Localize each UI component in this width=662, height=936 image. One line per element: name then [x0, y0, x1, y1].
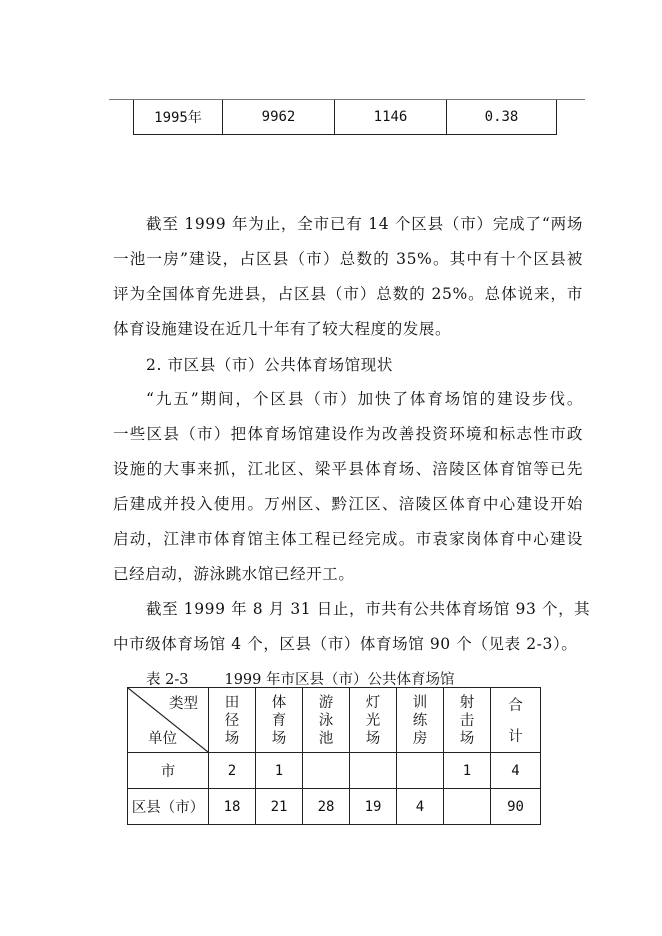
paragraph-line: 评为全国体育先进县，占区县（市）总数的 25%。总体说来，市: [113, 285, 583, 303]
summary-table-fragment: [133, 100, 557, 135]
column-header: 训练房: [397, 688, 444, 753]
table-cell: 1: [256, 753, 303, 789]
facilities-table: [127, 687, 541, 825]
table-cell: 2: [209, 753, 256, 789]
table-cell: 1: [444, 753, 491, 789]
paragraph-line: “九五”期间，个区县（市）加快了体育场馆的建设步伐。: [146, 390, 583, 408]
paragraph-line: 中市级体育场馆 4 个，区县（市）体育场馆 90 个（见表 2-3）。: [113, 635, 578, 653]
paragraph-line: 一池一房”建设，占区县（市）总数的 35%。其中有十个区县被: [113, 250, 583, 268]
column-header: 射击场: [444, 688, 491, 753]
paragraph-line: 已经启动，游泳跳水馆已经开工。: [113, 565, 355, 583]
table-cell: 19: [350, 789, 397, 825]
table-number: 表 2-3: [146, 672, 189, 688]
table-cell: 9962: [223, 100, 335, 135]
column-header-total: 合 计: [491, 688, 541, 753]
table-cell: [444, 789, 491, 825]
table-cell: 0.38: [447, 100, 557, 135]
table-row: [128, 789, 541, 825]
row-label: 区县（市）: [128, 789, 209, 825]
table-title: 1999 年市区县（市）公共体育场馆: [224, 672, 455, 688]
column-header: 田径场: [209, 688, 256, 753]
paragraph-line: 后建成并投入使用。万州区、黔江区、涪陵区体育中心建设开始: [113, 495, 583, 513]
table-cell: 28: [303, 789, 350, 825]
paragraph-line: 一些区县（市）把体育场馆建设作为改善投资环境和标志性市政: [113, 425, 583, 443]
section-heading: 2. 市区县（市）公共体育场馆现状: [146, 356, 393, 374]
table-header-row: [128, 688, 541, 753]
corner-top-label: 类型: [169, 696, 198, 712]
table-cell-total: 4: [491, 753, 541, 789]
row-label: 市: [128, 753, 209, 789]
table-cell: 1146: [335, 100, 447, 135]
table-cell: 21: [256, 789, 303, 825]
table-cell: 4: [397, 789, 444, 825]
table-cell: [303, 753, 350, 789]
table-row: [128, 753, 541, 789]
table-cell: [397, 753, 444, 789]
table-caption: [146, 668, 454, 689]
table-cell: 18: [209, 789, 256, 825]
paragraph-line: 截至 1999 年为止，全市已有 14 个区县（市）完成了“两场: [146, 215, 583, 233]
paragraph-line: 启动，江津市体育馆主体工程已经完成。市袁家岗体育中心建设: [113, 530, 583, 548]
paragraph-line: 设施的大事来抓，江北区、梁平县体育场、涪陵区体育馆等已先: [113, 460, 583, 478]
table-cell: [350, 753, 397, 789]
corner-bottom-label: 单位: [148, 731, 177, 747]
column-header: 灯光场: [350, 688, 397, 753]
paragraph-line: 截至 1999 年 8 月 31 日止，市共有公共体育场馆 93 个，其: [146, 600, 591, 618]
corner-cell: [128, 688, 209, 753]
column-header: 游泳池: [303, 688, 350, 753]
table-cell-year: 1995年: [134, 100, 223, 135]
table-row: [134, 100, 557, 135]
paragraph-line: 体育设施建设在近几十年有了较大程度的发展。: [113, 320, 452, 338]
table-cell-total: 90: [491, 789, 541, 825]
column-header: 体育场: [256, 688, 303, 753]
